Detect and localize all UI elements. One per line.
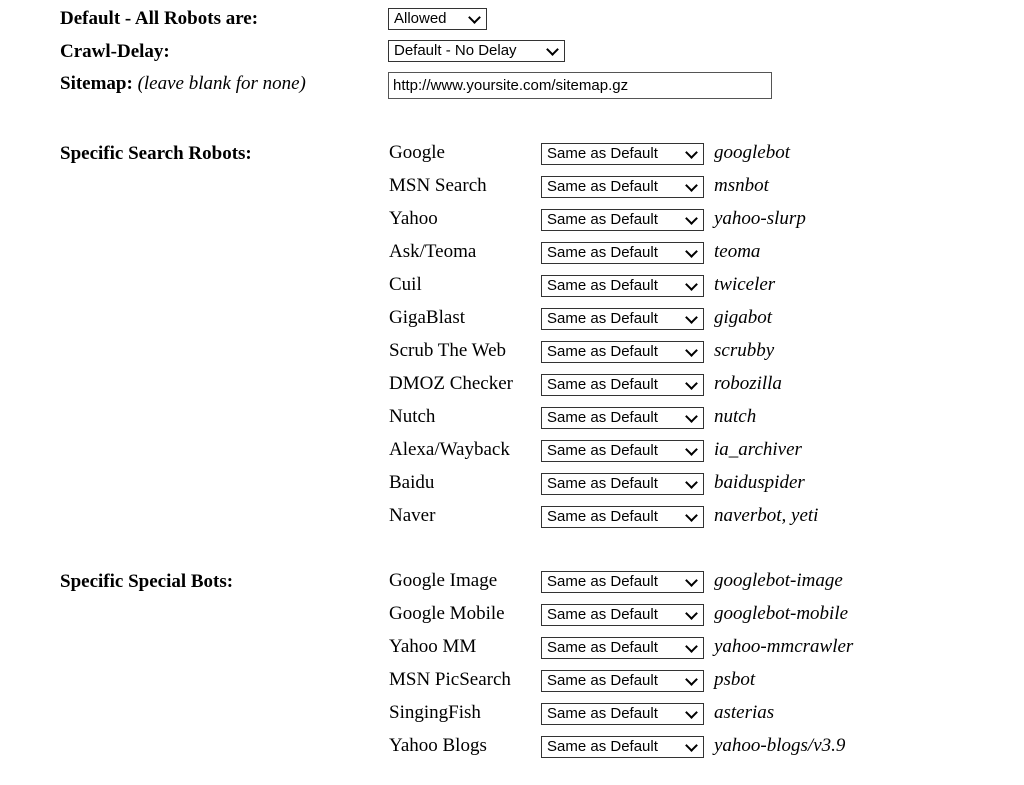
robot-user-agent: robozilla [714,373,782,394]
robot-user-agent: yahoo-blogs/v3.9 [714,735,846,756]
robot-permission-value: Same as Default [547,376,658,393]
robot-permission-select[interactable] [541,176,704,198]
robot-user-agent: nutch [714,406,757,427]
robot-permission-select[interactable] [541,440,704,462]
robot-name: SingingFish [389,702,481,723]
robot-user-agent: naverbot, yeti [714,505,819,526]
crawl-delay-label: Crawl-Delay: [60,41,170,62]
robot-permission-select[interactable] [541,308,704,330]
robot-permission-value: Same as Default [547,178,658,195]
robot-permission-value: Same as Default [547,244,658,261]
robot-user-agent: teoma [714,241,761,262]
robot-permission-select[interactable] [541,473,704,495]
robot-user-agent: msnbot [714,175,769,196]
default-robots-value: Allowed [394,10,447,27]
robot-permission-value: Same as Default [547,705,658,722]
robot-user-agent: googlebot-mobile [714,603,849,624]
robot-user-agent: yahoo-mmcrawler [714,636,854,657]
default-robots-label: Default - All Robots are: [60,8,259,29]
robot-name: Yahoo Blogs [389,735,487,756]
robot-permission-select[interactable] [541,143,704,165]
search-robots-section-label: Specific Search Robots: [60,143,252,164]
special-bots-section-label: Specific Special Bots: [60,571,234,592]
robot-permission-value: Same as Default [547,343,658,360]
robot-permission-value: Same as Default [547,606,658,623]
robot-permission-value: Same as Default [547,277,658,294]
robot-name: Ask/Teoma [389,241,477,262]
robot-user-agent: gigabot [714,307,773,328]
default-robots-select[interactable] [388,8,487,30]
robot-user-agent: psbot [714,669,756,690]
robot-permission-value: Same as Default [547,310,658,327]
robot-name: Google [389,142,445,163]
sitemap-input[interactable]: http://www.yoursite.com/sitemap.gz [388,72,772,99]
robot-user-agent: yahoo-slurp [714,208,806,229]
robot-permission-value: Same as Default [547,145,658,162]
robot-name: Google Mobile [389,603,505,624]
robot-name: Baidu [389,472,435,493]
crawl-delay-select[interactable] [388,40,565,62]
robot-permission-select[interactable] [541,637,704,659]
robot-permission-value: Same as Default [547,211,658,228]
robot-permission-select[interactable] [541,703,704,725]
robot-name: Yahoo MM [389,636,477,657]
robot-name: DMOZ Checker [389,373,513,394]
robot-permission-select[interactable] [541,341,704,363]
robot-permission-select[interactable] [541,736,704,758]
robot-name: Alexa/Wayback [389,439,510,460]
crawl-delay-value: Default - No Delay [394,42,517,59]
robot-permission-select[interactable] [541,275,704,297]
robot-name: GigaBlast [389,307,465,328]
sitemap-hint: (leave blank for none) [137,73,306,94]
robot-user-agent: googlebot-image [714,570,843,591]
robot-name: Naver [389,505,436,526]
sitemap-label-row [60,73,306,95]
robot-user-agent: scrubby [714,340,775,361]
robot-name: Google Image [389,570,498,591]
robot-user-agent: googlebot [714,142,790,163]
robot-permission-value: Same as Default [547,442,658,459]
robot-permission-select[interactable] [541,571,704,593]
robot-permission-select[interactable] [541,506,704,528]
robot-permission-select[interactable] [541,670,704,692]
robot-permission-value: Same as Default [547,508,658,525]
robot-permission-select[interactable] [541,407,704,429]
robot-permission-value: Same as Default [547,639,658,656]
robot-permission-value: Same as Default [547,573,658,590]
robot-user-agent: asterias [714,702,775,723]
robot-name: Yahoo [389,208,438,229]
robot-name: MSN PicSearch [389,669,511,690]
sitemap-label: Sitemap: [60,73,133,94]
robot-user-agent: twiceler [714,274,776,295]
robot-user-agent: baiduspider [714,472,805,493]
robot-permission-select[interactable] [541,242,704,264]
robot-user-agent: ia_archiver [714,439,802,460]
robot-permission-value: Same as Default [547,475,658,492]
robot-permission-select[interactable] [541,209,704,231]
robot-permission-value: Same as Default [547,672,658,689]
robot-permission-select[interactable] [541,374,704,396]
robot-name: Nutch [389,406,436,427]
robot-name: MSN Search [389,175,487,196]
robot-permission-value: Same as Default [547,738,658,755]
robot-name: Scrub The Web [389,340,507,361]
robot-permission-value: Same as Default [547,409,658,426]
robot-permission-select[interactable] [541,604,704,626]
robot-name: Cuil [389,274,422,295]
